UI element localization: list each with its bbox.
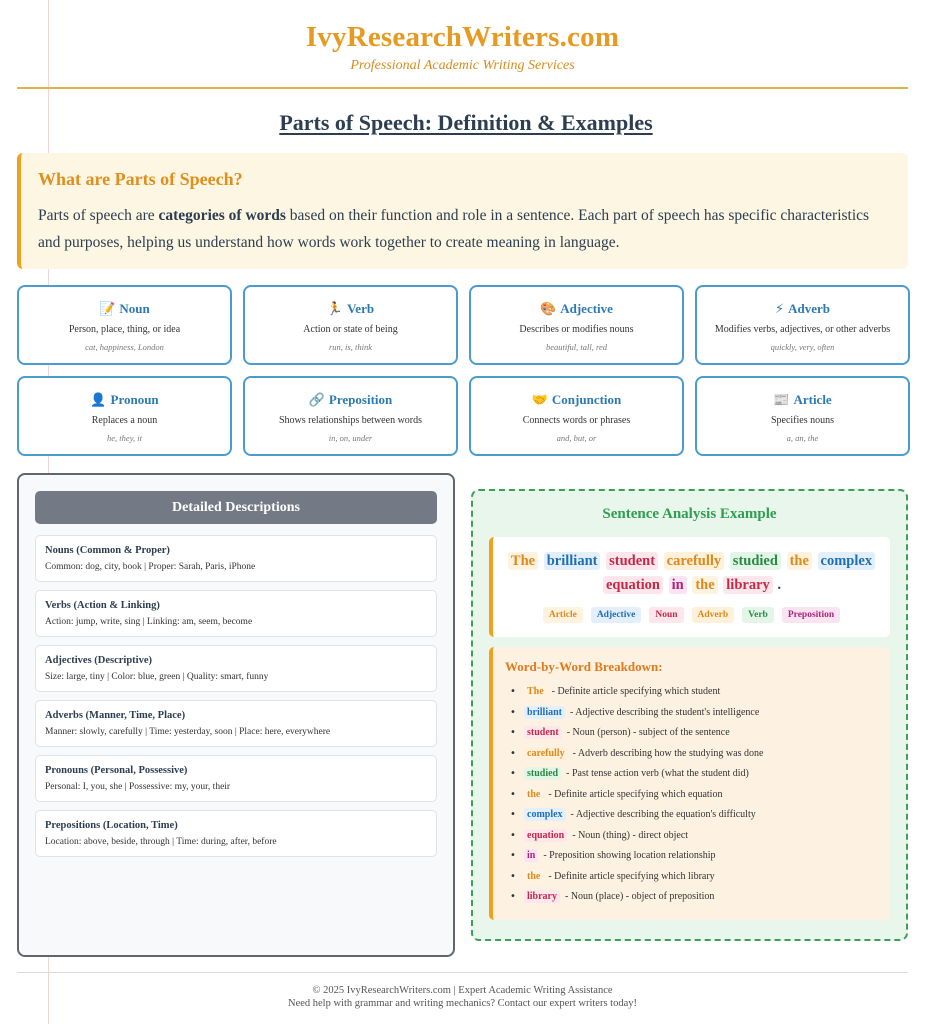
card-description: Replaces a noun: [91, 415, 158, 426]
footer-copyright: © 2025 IvyResearchWriters.com | Expert Academic Writing Assistance: [312, 985, 613, 996]
card-description: Shows relationships between words: [278, 415, 423, 426]
sentence-word: the: [692, 576, 717, 594]
breakdown-word: the: [524, 870, 543, 883]
detail-item-title: Prepositions (Location, Time): [45, 820, 178, 831]
sentence-word: in: [669, 576, 687, 594]
runner-icon: 🏃: [326, 302, 344, 317]
handshake-icon: 🤝: [531, 393, 548, 408]
card-description: Describes or modifies nouns: [519, 324, 634, 335]
card-examples: beautiful, tall, red: [545, 342, 608, 352]
intro-text-bold: categories of words: [158, 207, 286, 224]
breakdown-word: The: [524, 685, 547, 698]
card-title-label: Conjunction: [551, 392, 622, 407]
intro-text-end: based on their function and role in a sentence. Each part of speech has specific characteristics and purposes, helping us understand how words work together to create meaning in language.: [38, 207, 870, 251]
breakdown-word: student: [524, 726, 562, 739]
intro-heading: What are Parts of Speech?: [38, 169, 243, 189]
word-breakdown-list: [505, 682, 880, 908]
card-title-label: Adverb: [788, 301, 831, 316]
sentence-word: the: [787, 552, 812, 570]
detail-item-title: Adjectives (Descriptive): [45, 655, 152, 666]
card-examples: cat, happiness, London: [85, 342, 164, 352]
card-examples: run, is, think: [329, 342, 372, 352]
breakdown-item: [505, 682, 880, 703]
example-sentence: [503, 549, 880, 597]
intro-text-start: Parts of speech are: [38, 207, 159, 224]
legend-tag-article: Article: [543, 607, 583, 623]
breakdown-word: brilliant: [524, 706, 565, 719]
footer: [17, 972, 908, 1010]
detail-item-text: Location: above, beside, through | Time: during, after, before: [45, 837, 277, 847]
card-examples: and, but, or: [556, 433, 597, 443]
sentence-word: complex: [818, 552, 876, 570]
card-description: Connects words or phrases: [522, 415, 631, 426]
link-icon: 🔗: [308, 393, 325, 408]
person-icon: 👤: [90, 393, 107, 408]
detail-item: [35, 700, 437, 747]
breakdown-word: equation: [524, 829, 567, 842]
detail-item-text: Personal: I, you, she | Possessive: my, your, their: [45, 782, 231, 792]
card-title: [19, 392, 230, 408]
breakdown-explanation: - Past tense action verb (what the student did): [566, 768, 749, 779]
card-title-label: Article: [793, 392, 832, 407]
breakdown-item: [505, 744, 880, 765]
detail-item-title: Verbs (Action & Linking): [45, 600, 160, 611]
brand-logo[interactable]: IvyResearchWriters.com: [305, 21, 620, 53]
detailed-descriptions-heading: Detailed Descriptions: [35, 491, 437, 524]
site-header: [17, 18, 908, 89]
card-examples: in, on, under: [328, 433, 373, 443]
footer-cta: Need help with grammar and writing mechanics? Contact our expert writers today!: [287, 998, 637, 1009]
breakdown-item: [505, 846, 880, 867]
card-pronoun[interactable]: [17, 376, 232, 456]
card-preposition[interactable]: [243, 376, 458, 456]
breakdown-item: [505, 887, 880, 908]
sentence-word: carefully: [664, 552, 725, 570]
card-description: Action or state of being: [303, 324, 398, 335]
sentence-analysis-heading: Sentence Analysis Example: [602, 506, 777, 522]
breakdown-item: [505, 723, 880, 744]
example-sentence-box: [489, 537, 890, 637]
sentence-word: library: [723, 576, 773, 594]
card-article[interactable]: [695, 376, 910, 456]
tagline: Professional Academic Writing Services: [350, 58, 575, 73]
card-title-label: Verb: [347, 301, 375, 316]
detail-item: [35, 810, 437, 857]
detail-item-title: Pronouns (Personal, Possessive): [45, 765, 188, 776]
breakdown-word: library: [524, 890, 560, 903]
intro-text: [38, 202, 890, 256]
breakdown-word: in: [524, 849, 538, 862]
sentence-word: equation: [603, 576, 663, 594]
memo-icon: 📝: [99, 302, 116, 317]
breakdown-item: [505, 805, 880, 826]
parts-of-speech-grid: [17, 285, 908, 456]
card-adjective[interactable]: [469, 285, 684, 365]
card-title: [697, 392, 908, 408]
newspaper-icon: 📰: [773, 393, 790, 408]
legend-tag-adjective: Adjective: [591, 607, 642, 623]
card-noun[interactable]: [17, 285, 232, 365]
card-title-label: Pronoun: [110, 392, 159, 407]
breakdown-item: [505, 826, 880, 847]
breakdown-explanation: - Definite article specifying which student: [551, 686, 721, 697]
detail-item-title: Adverbs (Manner, Time, Place): [45, 710, 186, 721]
breakdown-item: [505, 867, 880, 888]
card-verb[interactable]: [243, 285, 458, 365]
breakdown-item: [505, 703, 880, 724]
sentence-word: The: [508, 552, 538, 570]
palette-icon: 🎨: [540, 302, 557, 317]
breakdown-word: complex: [524, 808, 566, 821]
legend-tag-verb: Verb: [742, 607, 774, 623]
detail-item-text: Size: large, tiny | Color: blue, green | Quality: smart, funny: [45, 672, 269, 682]
breakdown-explanation: - Preposition showing location relationship: [543, 850, 716, 861]
sentence-analysis-panel: [471, 489, 908, 941]
card-examples: a, an, the: [786, 433, 819, 443]
breakdown-word: the: [524, 788, 543, 801]
detail-item-text: Common: dog, city, book | Proper: Sarah, Paris, iPhone: [45, 562, 256, 572]
word-breakdown-box: [489, 647, 890, 920]
card-title: [19, 301, 230, 317]
legend-tag-preposition: Preposition: [782, 607, 840, 623]
card-title: [245, 392, 456, 408]
intro-box: [17, 153, 908, 269]
breakdown-item: [505, 764, 880, 785]
card-title: [471, 392, 682, 408]
detail-item-title: Nouns (Common & Proper): [45, 545, 170, 556]
legend-tag-adverb: Adverb: [692, 607, 735, 623]
card-title-label: Noun: [119, 301, 150, 316]
card-conjunction[interactable]: [469, 376, 684, 456]
detail-item-text: Action: jump, write, sing | Linking: am, seem, become: [45, 617, 253, 627]
detail-item: [35, 755, 437, 802]
breakdown-word: carefully: [524, 747, 568, 760]
breakdown-explanation: - Noun (place) - object of preposition: [565, 891, 715, 902]
breakdown-explanation: - Noun (thing) - direct object: [572, 829, 689, 841]
sentence-word: brilliant: [544, 552, 601, 570]
card-description: Modifies verbs, adjectives, or other adverbs: [714, 324, 891, 335]
card-description: Specifies nouns: [770, 415, 835, 426]
sentence-period: .: [777, 577, 782, 593]
detailed-descriptions-list: [35, 535, 437, 857]
breakdown-item: [505, 785, 880, 806]
breakdown-explanation: - Adverb describing how the studying was done: [572, 747, 764, 759]
word-breakdown-heading: Word-by-Word Breakdown:: [505, 659, 663, 674]
breakdown-word: studied: [524, 767, 561, 780]
detail-item: [35, 645, 437, 692]
lightning-icon: ⚡: [774, 302, 785, 317]
breakdown-explanation: - Definite article specifying which library: [548, 870, 715, 882]
page-title: Parts of Speech: Definition & Examples: [279, 110, 653, 135]
sentence-word: student: [606, 552, 658, 570]
card-title: [471, 301, 682, 317]
detailed-descriptions-panel: [17, 473, 455, 957]
detail-item: [35, 535, 437, 582]
breakdown-explanation: - Adjective describing the equation's difficulty: [570, 809, 756, 820]
card-title-label: Preposition: [328, 392, 393, 407]
card-title: [697, 301, 908, 317]
card-description: Person, place, thing, or idea: [68, 324, 181, 335]
breakdown-explanation: - Noun (person) - subject of the sentence: [566, 727, 730, 738]
color-legend: [503, 607, 880, 623]
card-title: [245, 301, 456, 317]
detail-item: [35, 590, 437, 637]
sentence-word: studied: [730, 552, 781, 570]
breakdown-explanation: - Adjective describing the student's intelligence: [570, 706, 760, 718]
card-examples: quickly, very, often: [770, 342, 835, 352]
breakdown-explanation: - Definite article specifying which equation: [548, 788, 723, 800]
card-adverb[interactable]: [695, 285, 910, 365]
card-title-label: Adjective: [560, 301, 613, 316]
detail-item-text: Manner: slowly, carefully | Time: yesterday, soon | Place: here, everywhere: [45, 727, 331, 737]
legend-tag-noun: Noun: [649, 607, 683, 623]
card-examples: he, they, it: [107, 433, 142, 443]
